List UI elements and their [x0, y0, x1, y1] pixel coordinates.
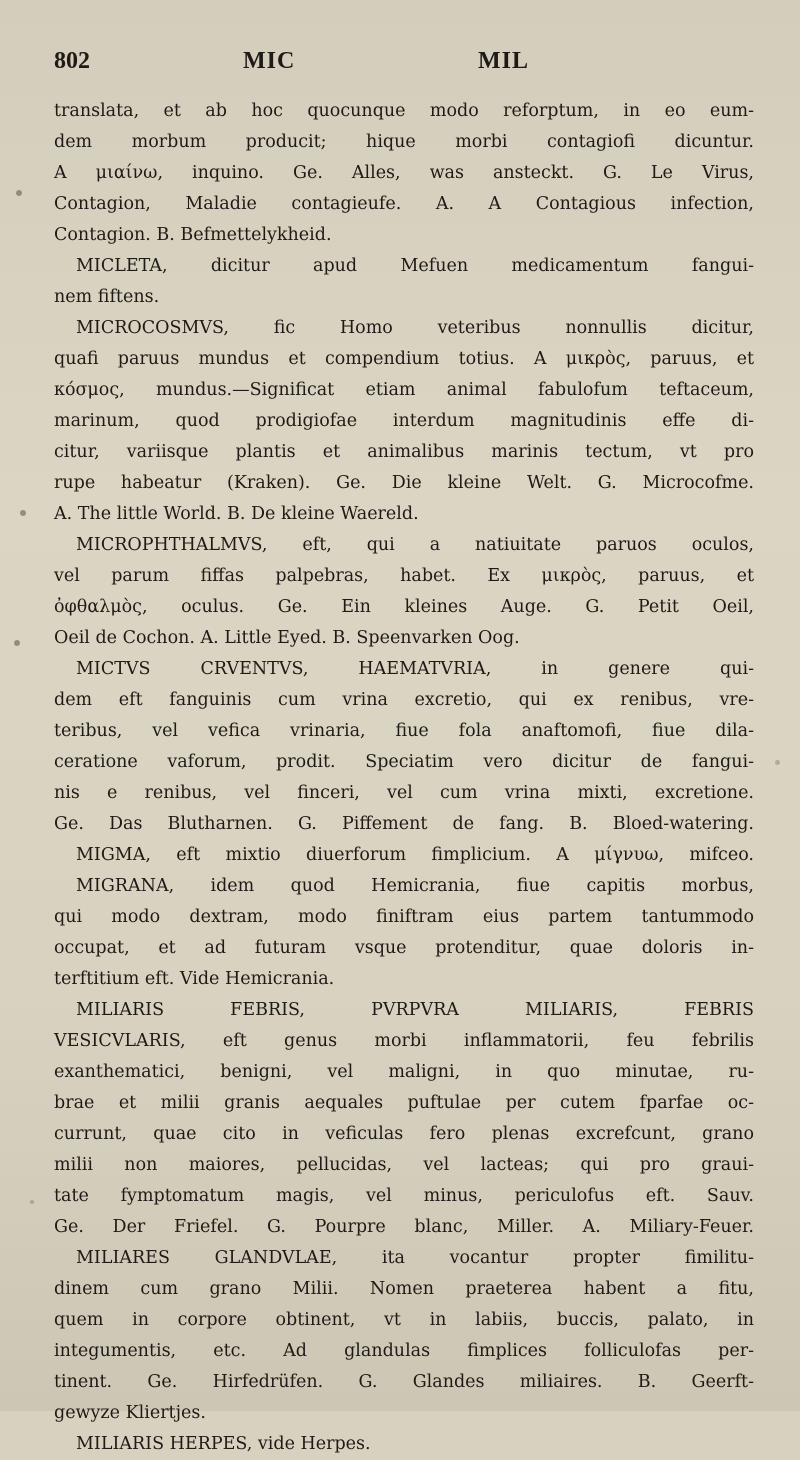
text-line: Oeil de Cochon. A. Little Eyed. B. Speenvarken Oog.: [54, 628, 520, 648]
text-line: marinum, quod prodigiofae interdum magnitudinis effe di-: [54, 411, 754, 431]
text-line: teribus, vel vefica vrinaria, fiue fola anaftomofi, fiue dila-: [54, 721, 754, 741]
text-line: currunt, quae cito in veficulas fero plenas excrefcunt, grano: [54, 1124, 754, 1144]
text-line: Contagion. B. Befmettelykheid.: [54, 225, 332, 245]
text-line: ceratione vaforum, prodit. Speciatim vero dicitur de fangui-: [54, 752, 754, 772]
running-head-right: MIL: [478, 48, 529, 74]
text-line: rupe habeatur (Kraken). Ge. Die kleine Welt. G. Microcofme.: [54, 473, 754, 493]
text-line: A. The little World. B. De kleine Waereld.: [54, 504, 419, 524]
margin-speck: [16, 190, 22, 196]
margin-speck: [20, 510, 26, 516]
text-line: terftitium eft. Vide Hemicrania.: [54, 969, 335, 989]
text-line: dem morbum producit; hique morbi contagiofi dicuntur.: [54, 132, 754, 152]
running-head-left: MIC: [243, 48, 296, 74]
text-line: tate fymptomatum magis, vel minus, periculofus eft. Sauv.: [54, 1186, 754, 1206]
text-line: Ge. Der Friefel. G. Pourpre blanc, Miller. A. Miliary-Feuer.: [54, 1217, 754, 1237]
entry-microphthalmus: MICROPHTHALMVS, eft, qui a natiuitate paruos oculos,: [76, 535, 754, 555]
text-line: occupat, et ad futuram vsque protenditur, quae doloris in-: [54, 938, 754, 958]
text-line: integumentis, etc. Ad glandulas fimplices folliculofas per-: [54, 1341, 754, 1361]
text-line: citur, variisque plantis et animalibus marinis tectum, vt pro: [54, 442, 754, 462]
text-line: milii non maiores, pellucidas, vel lacteas; qui pro graui-: [54, 1155, 754, 1175]
text-line: translata, et ab hoc quocunque modo reforptum, in eo eum-: [54, 101, 754, 121]
text-line: quafi paruus mundus et compendium totius. A μικρὸς, paruus, et: [54, 349, 754, 369]
text-line: exanthematici, benigni, vel maligni, in quo minutae, ru-: [54, 1062, 754, 1082]
text-line: dem eft fanguinis cum vrina excretio, qui ex renibus, vre-: [54, 690, 754, 710]
text-line: VESICVLARIS, eft genus morbi inflammatorii, feu febrilis: [54, 1031, 754, 1051]
text-line: dinem cum grano Milii. Nomen praeterea habent a fitu,: [54, 1279, 754, 1299]
text-line: gewyze Kliertjes.: [54, 1403, 206, 1423]
text-line: nis e renibus, vel finceri, vel cum vrina mixti, excretione.: [54, 783, 754, 803]
text-line: Contagion, Maladie contagieufe. A. A Contagious infection,: [54, 194, 754, 214]
entry-miliaris-herpes: MILIARIS HERPES, vide Herpes.: [76, 1434, 371, 1454]
entry-micleta: MICLETA, dicitur apud Mefuen medicamentum fangui-: [76, 256, 754, 276]
margin-speck: [775, 760, 780, 765]
text-line: brae et milii granis aequales puftulae per cutem fparfae oc-: [54, 1093, 754, 1113]
entry-mictus-cruentus: MICTVS CRVENTVS, HAEMATVRIA, in genere qui-: [76, 659, 754, 679]
page-number: 802: [54, 48, 90, 74]
entry-migma: MIGMA, eft mixtio diuerforum fimplicium. A μίγνυω, mifceo.: [76, 845, 754, 865]
text-line: nem fiftens.: [54, 287, 160, 307]
entry-miliaris-febris: MILIARIS FEBRIS, PVRPVRA MILIARIS, FEBRIS: [76, 1000, 754, 1020]
text-line: ὀφθαλμὸς, oculus. Ge. Ein kleines Auge. G. Petit Oeil,: [54, 597, 754, 617]
text-line: quem in corpore obtinent, vt in labiis, buccis, palato, in: [54, 1310, 754, 1330]
running-header: [48, 48, 748, 88]
text-line: Ge. Das Blutharnen. G. Piffement de fang. B. Bloed-watering.: [54, 814, 754, 834]
text-line: κόσμος, mundus.—Significat etiam animal fabulofum teftaceum,: [54, 380, 754, 400]
entry-microcosmus: MICROCOSMVS, fic Homo veteribus nonnullis dicitur,: [76, 318, 754, 338]
body-text: [54, 96, 754, 1460]
entry-miliares-glandulae: MILIARES GLANDVLAE, ita vocantur propter fimilitu-: [76, 1248, 754, 1268]
entry-migrana: MIGRANA, idem quod Hemicrania, fiue capitis morbus,: [76, 876, 754, 896]
text-line: vel parum fiffas palpebras, habet. Ex μικρὸς, paruus, et: [54, 566, 754, 586]
text-line: A μιαίνω, inquino. Ge. Alles, was ansteckt. G. Le Virus,: [54, 163, 754, 183]
text-line: qui modo dextram, modo finiftram eius partem tantummodo: [54, 907, 754, 927]
margin-speck: [30, 1200, 34, 1204]
margin-speck: [14, 640, 20, 646]
text-line: tinent. Ge. Hirfedrüfen. G. Glandes miliaires. B. Geerft-: [54, 1372, 754, 1392]
